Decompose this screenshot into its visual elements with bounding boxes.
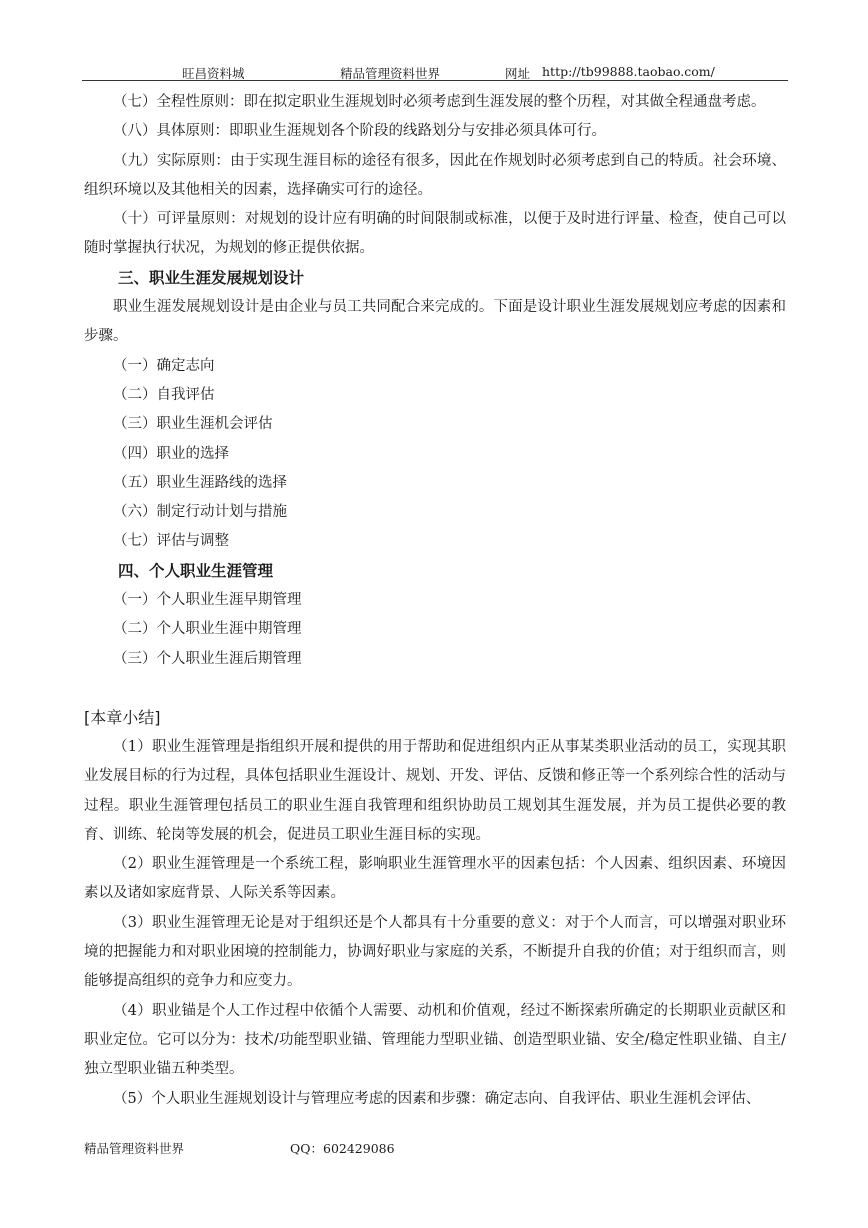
section-3-item: （二）自我评估 xyxy=(113,386,215,403)
principle-9: （九）实际原则：由于实现生涯目标的途径有很多，因此在作规划时必须考虑到自己的特质。社会环境、组织环境以及其他相关的因素，选择确实可行的途径。 xyxy=(84,152,786,198)
summary-title: [本章小结] xyxy=(84,707,161,727)
section-3-item: （一）确定志向 xyxy=(113,357,215,374)
summary-paragraph: （5）个人职业生涯规划设计与管理应考虑的因素和步骤：确定志向、自我评估、职业生涯机会评估、 xyxy=(113,1090,761,1107)
summary-paragraph: （1）职业生涯管理是指组织开展和提供的用于帮助和促进组织内正从事某类职业活动的员工，实现其职业发展目标的行为过程，具体包括职业生涯设计、规划、开发、评估、反馈和修正等一个系列综合性的活动与过程。职业生涯管理包括员工的职业生涯自我管理和组织协助员工规划其生涯发展，并为员工提供必要的教育、训练、轮岗等发展的机会，促进员工职业生涯目标的实现。 xyxy=(84,738,786,843)
principle-7: （七）全程性原则：即在拟定职业生涯规划时必须考虑到生涯发展的整个历程，对其做全程通盘考虑。 xyxy=(113,94,766,110)
summary-paragraph: （2）职业生涯管理是一个系统工程，影响职业生涯管理水平的因素包括：个人因素、组织因素、环境因素以及诸如家庭背景、人际关系等因素。 xyxy=(84,856,786,902)
section-4-item: （一）个人职业生涯早期管理 xyxy=(113,592,302,609)
section-3-item: （三）职业生涯机会评估 xyxy=(113,416,273,433)
footer-site-name: 精品管理资料世界 xyxy=(84,1141,185,1156)
section-3-intro: 职业生涯发展规划设计是由企业与员工共同配合来完成的。下面是设计职业生涯发展规划应考虑的因素和步骤。 xyxy=(84,299,786,345)
header-tagline: 精品管理资料世界 xyxy=(340,66,441,81)
header-url-link[interactable]: http://tb99888.taobao.com/ xyxy=(542,64,715,79)
page-header xyxy=(0,62,868,82)
principle-8: （八）具体原则：即职业生涯规划各个阶段的线路划分与安排必须具体可行。 xyxy=(113,123,606,140)
section-4-heading: 四、个人职业生涯管理 xyxy=(118,561,274,580)
footer-qq: QQ：602429086 xyxy=(290,1141,395,1156)
summary-paragraph: （3）职业生涯管理无论是对于组织还是个人都具有十分重要的意义：对于个人而言，可以增强对职业环境的把握能力和对职业困境的控制能力，协调好职业与家庭的关系，不断提升自我的价值；对于组织而言，则能够提高组织的竞争力和应变力。 xyxy=(84,914,786,990)
page-content xyxy=(84,88,786,1114)
section-3-item: （四）职业的选择 xyxy=(113,445,229,462)
section-3-item: （五）职业生涯路线的选择 xyxy=(113,474,287,491)
section-4-item: （三）个人职业生涯后期管理 xyxy=(113,650,302,667)
summary-paragraph: （4）职业锚是个人工作过程中依循个人需要、动机和价值观，经过不断探索所确定的长期职业贡献区和职业定位。它可以分为：技术/功能型职业锚、管理能力型职业锚、创造型职业锚、安全/稳定性职业锚、自主/独立型职业锚五种类型。 xyxy=(84,1002,786,1078)
page-footer xyxy=(0,1137,868,1157)
header-url-label: 网址 xyxy=(505,66,531,81)
spacer xyxy=(84,674,786,704)
section-3-heading: 三、职业生涯发展规划设计 xyxy=(118,268,305,287)
principle-10: （十）可评量原则：对规划的设计应有明确的时间限制或标准，以便于及时进行评量、检查，使自己可以随时掌握执行状况，为规划的修正提供依据。 xyxy=(84,211,786,257)
section-3-item: （六）制定行动计划与措施 xyxy=(113,504,287,521)
section-4-item: （二）个人职业生涯中期管理 xyxy=(113,621,302,638)
section-3-item: （七）评估与调整 xyxy=(113,533,229,550)
header-divider xyxy=(82,80,788,81)
header-site-name: 旺昌资料城 xyxy=(182,66,245,81)
